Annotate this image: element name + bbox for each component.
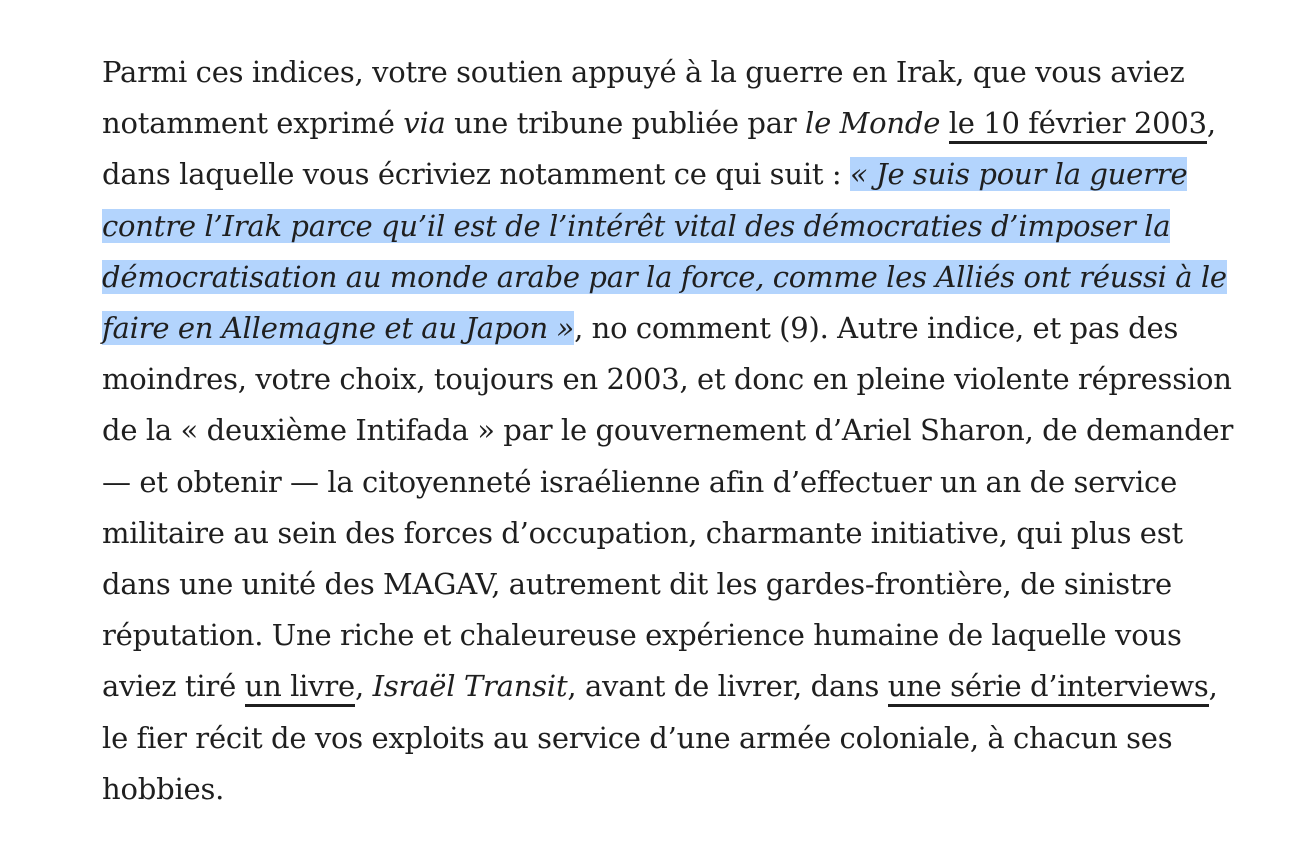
- via-emphasis: via: [403, 106, 446, 141]
- book-title: Israël Transit: [372, 669, 568, 704]
- paragraph-intro: Parmi ces indices, votre soutien appuyé à la guerre en Irak, que vous aviez notamment exprimé: [102, 55, 1185, 141]
- selected-quote: « Je suis pour la guerre contre l’Irak parce qu’il est de l’intérêt vital des démocraties d’imposer la démocratisation au monde arabe par la force, comme les Alliés ont réussi à le faire en Allemagne et au Japon »: [102, 157, 1227, 346]
- interviews-link[interactable]: une série d’interviews: [888, 669, 1209, 707]
- comma-separator: ,: [355, 669, 373, 704]
- paragraph-tribune: une tribune publiée par: [445, 106, 806, 141]
- paragraph-ending: , le fier récit de vos exploits au service d’une armée coloniale, à chacun ses hobbies.: [102, 669, 1218, 806]
- le-monde-emphasis: le Monde: [805, 106, 941, 141]
- paragraph-after-date: , dans laquelle vous écriviez notamment ce qui suit :: [102, 106, 1216, 192]
- paragraph-after-quote: , no comment (9). Autre indice, et pas des moindres, votre choix, toujours en 2003, et donc en pleine violente répression de la « deuxième Intifada » par le gouvernement d’Ariel Sharon, de demander — et obtenir — la citoyenneté israélienne afin d’effectuer un an de service militaire au sein des forces d’occupation, charmante initiative, qui plus est dans une unité des MAGAV, autrement dit les gardes-frontière, de sinistre réputation. Une riche et chaleureuse expérience humaine de laquelle vous aviez tiré: [102, 311, 1234, 704]
- article-paragraph: [102, 47, 1237, 815]
- book-link[interactable]: un livre: [245, 669, 355, 707]
- paragraph-before-interviews: , avant de livrer, dans: [567, 669, 888, 704]
- article-body: [102, 47, 1237, 815]
- date-link[interactable]: le 10 février 2003: [949, 106, 1207, 144]
